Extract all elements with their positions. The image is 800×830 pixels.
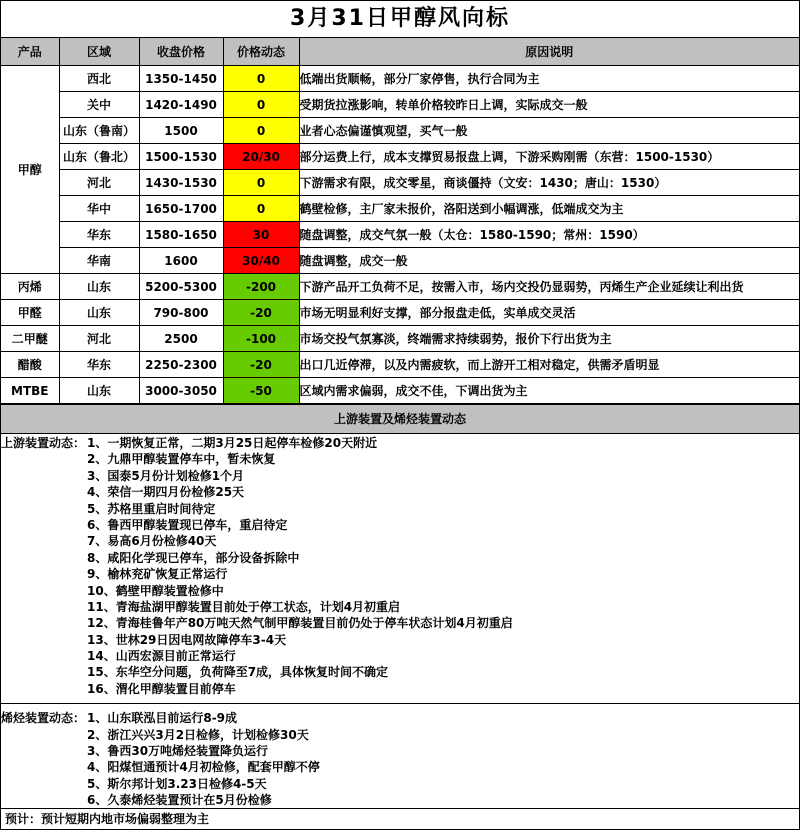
- list-item: [1, 468, 799, 484]
- forecast: 预计：预计短期内地市场偏弱整理为主: [1, 808, 799, 829]
- indent: [1, 664, 87, 680]
- table-row: [1, 144, 799, 170]
- price-cell: 1600: [139, 248, 223, 274]
- change-cell: 30/40: [223, 248, 299, 274]
- upstream-label: 上游装置动态：: [1, 436, 86, 450]
- upstream-item: 7、易高6月份检修40天: [87, 534, 217, 549]
- indent: [1, 632, 87, 648]
- price-cell: 2500: [139, 326, 223, 352]
- upstream-item: 13、世林29日因电网故障停车3-4天: [87, 632, 287, 647]
- indent: [1, 501, 87, 517]
- olefin-block: [1, 703, 799, 808]
- region-cell: 山东: [59, 378, 139, 404]
- upstream-item: 6、鲁西甲醇装置现已停车，重启待定: [87, 517, 288, 532]
- indent: [1, 648, 87, 664]
- region-cell: 山东: [59, 300, 139, 326]
- table-row: [1, 66, 799, 92]
- change-cell: -20: [223, 300, 299, 326]
- price-cell: 1420-1490: [139, 92, 223, 118]
- upstream-item: 2、九鼎甲醇装置停车中，暂未恢复: [87, 452, 276, 467]
- region-cell: 华中: [59, 196, 139, 222]
- olefin-item: 2、浙江兴兴3月2日检修，计划检修30天: [87, 727, 309, 742]
- list-item: [1, 664, 799, 680]
- table-row: [1, 196, 799, 222]
- list-item: [1, 583, 799, 599]
- table-row: [1, 118, 799, 144]
- list-item: [1, 710, 799, 726]
- region-cell: 华东: [59, 352, 139, 378]
- price-cell: 1500-1530: [139, 144, 223, 170]
- price-table: [1, 38, 799, 404]
- change-cell: 20/30: [223, 144, 299, 170]
- olefin-item: 5、斯尔邦计划3.23日检修4-5天: [87, 776, 267, 791]
- product-cell: 丙烯: [1, 274, 59, 300]
- upstream-item: 15、东华空分问题，负荷降至7成，具体恢复时间不确定: [87, 665, 389, 680]
- indent: [1, 776, 87, 792]
- indent: [1, 583, 87, 599]
- olefin-item: 1、山东联泓目前运行8-9成: [87, 711, 238, 726]
- change-cell: 30: [223, 222, 299, 248]
- upstream-item: 12、青海桂鲁年产80万吨天然气制甲醇装置目前仍处于停车状态计划4月初重启: [87, 616, 513, 631]
- list-item: [1, 501, 799, 517]
- table-row: [1, 248, 799, 274]
- page-title: 3月31日甲醇风向标: [1, 1, 799, 38]
- upstream-item: 11、青海盐湖甲醇装置目前处于停工状态，计划4月初重启: [87, 599, 401, 614]
- table-row: [1, 274, 799, 300]
- product-cell: MTBE: [1, 378, 59, 404]
- olefin-label: 烯烃装置动态：: [1, 711, 86, 726]
- table-row: [1, 352, 799, 378]
- list-item: [1, 632, 799, 648]
- product-cell: 甲醇: [1, 66, 59, 274]
- list-item: [1, 743, 799, 759]
- reason-cell: 区域内需求偏弱，成交不佳，下调出货为主: [299, 378, 799, 404]
- indent: [1, 468, 87, 484]
- reason-cell: 市场交投气氛寡淡，终端需求持续弱势，报价下行出货为主: [299, 326, 799, 352]
- list-item: [1, 759, 799, 775]
- list-item: [1, 615, 799, 631]
- indent: [1, 517, 87, 533]
- product-cell: 醋酸: [1, 352, 59, 378]
- list-item: [1, 550, 799, 566]
- header-product: 产品: [1, 38, 59, 66]
- reason-cell: 鹤壁检修，主厂家未报价，洛阳送到小幅调涨，低端成交为主: [299, 196, 799, 222]
- price-cell: 1580-1650: [139, 222, 223, 248]
- upstream-item: 8、咸阳化学现已停车，部分设备拆除中: [87, 550, 300, 565]
- region-cell: 华东: [59, 222, 139, 248]
- region-cell: 山东: [59, 274, 139, 300]
- indent: [1, 615, 87, 631]
- header-reason: 原因说明: [299, 38, 799, 66]
- indent: [1, 727, 87, 743]
- list-item: [1, 681, 799, 697]
- change-cell: -200: [223, 274, 299, 300]
- price-cell: 3000-3050: [139, 378, 223, 404]
- indent: [1, 743, 87, 759]
- price-cell: 790-800: [139, 300, 223, 326]
- change-cell: -50: [223, 378, 299, 404]
- reason-cell: 下游需求有限，成交零星，商谈僵持（文安：1430；唐山：1530）: [299, 170, 799, 196]
- upstream-item: 9、榆林兖矿恢复正常运行: [87, 567, 228, 582]
- price-cell: 1500: [139, 118, 223, 144]
- section-title: 上游装置及烯烃装置动态: [1, 404, 799, 434]
- header-row: [1, 38, 799, 66]
- table-row: [1, 326, 799, 352]
- change-cell: -20: [223, 352, 299, 378]
- list-item: [1, 533, 799, 549]
- indent: [1, 484, 87, 500]
- region-cell: 西北: [59, 66, 139, 92]
- olefin-item: 4、阳煤恒通预计4月初检修，配套甲醇不停: [87, 760, 320, 775]
- list-item: [1, 727, 799, 743]
- change-cell: 0: [223, 92, 299, 118]
- list-item: [1, 451, 799, 467]
- change-cell: 0: [223, 170, 299, 196]
- list-item: [1, 599, 799, 615]
- reason-cell: 随盘调整，成交气氛一般（太仓：1580-1590；常州：1590）: [299, 222, 799, 248]
- upstream-item: 4、荣信一期四月份检修25天: [87, 485, 245, 500]
- price-cell: 5200-5300: [139, 274, 223, 300]
- indent: [1, 681, 87, 697]
- table-row: [1, 300, 799, 326]
- list-item: [1, 435, 799, 451]
- header-change: 价格动态: [223, 38, 299, 66]
- reason-cell: 市场无明显利好支撑，部分报盘走低，实单成交灵活: [299, 300, 799, 326]
- reason-cell: 部分运费上行，成本支撑贸易报盘上调，下游采购刚需（东营：1500-1530）: [299, 144, 799, 170]
- table-row: [1, 378, 799, 404]
- table-row: [1, 170, 799, 196]
- region-cell: 山东（鲁北）: [59, 144, 139, 170]
- upstream-item: 3、国泰5月份计划检修1个月: [87, 468, 245, 483]
- list-item: [1, 517, 799, 533]
- region-cell: 河北: [59, 326, 139, 352]
- reason-cell: 低端出货顺畅，部分厂家停售，执行合同为主: [299, 66, 799, 92]
- list-item: [1, 792, 799, 808]
- list-item: [1, 484, 799, 500]
- change-cell: 0: [223, 66, 299, 92]
- indent: [1, 550, 87, 566]
- indent: [1, 533, 87, 549]
- price-cell: 1350-1450: [139, 66, 223, 92]
- header-region: 区域: [59, 38, 139, 66]
- upstream-item: 5、苏格里重启时间待定: [87, 501, 216, 516]
- product-cell: 甲醛: [1, 300, 59, 326]
- upstream-item: 14、山西宏源目前正常运行: [87, 649, 236, 664]
- upstream-item: 10、鹤壁甲醇装置检修中: [87, 583, 224, 598]
- reason-cell: 下游产品开工负荷不足，按需入市，场内交投仍显弱势，丙烯生产企业延续让利出货: [299, 274, 799, 300]
- indent: [1, 599, 87, 615]
- indent: [1, 451, 87, 467]
- olefin-item: 6、久泰烯烃装置预计在5月份检修: [87, 793, 272, 808]
- region-cell: 山东（鲁南）: [59, 118, 139, 144]
- price-cell: 2250-2300: [139, 352, 223, 378]
- olefin-item: 3、鲁西30万吨烯烃装置降负运行: [87, 744, 269, 759]
- reason-cell: 随盘调整，成交一般: [299, 248, 799, 274]
- table-row: [1, 92, 799, 118]
- change-cell: 0: [223, 196, 299, 222]
- change-cell: 0: [223, 118, 299, 144]
- region-cell: 关中: [59, 92, 139, 118]
- upstream-item: 1、一期恢复正常，二期3月25日起停车检修20天附近: [87, 436, 378, 450]
- indent: [1, 792, 87, 808]
- table-row: [1, 222, 799, 248]
- reason-cell: 业者心态偏谨慎观望，买气一般: [299, 118, 799, 144]
- list-item: [1, 566, 799, 582]
- list-item: [1, 776, 799, 792]
- list-item: [1, 648, 799, 664]
- upstream-block: [1, 434, 799, 697]
- indent: [1, 566, 87, 582]
- indent: [1, 759, 87, 775]
- price-cell: 1430-1530: [139, 170, 223, 196]
- region-cell: 华南: [59, 248, 139, 274]
- header-price: 收盘价格: [139, 38, 223, 66]
- product-cell: 二甲醚: [1, 326, 59, 352]
- reason-cell: 出口几近停滞，以及内需疲软，而上游开工相对稳定，供需矛盾明显: [299, 352, 799, 378]
- change-cell: -100: [223, 326, 299, 352]
- price-cell: 1650-1700: [139, 196, 223, 222]
- region-cell: 河北: [59, 170, 139, 196]
- reason-cell: 受期货拉涨影响，转单价格较昨日上调，实际成交一般: [299, 92, 799, 118]
- upstream-item: 16、渭化甲醇装置目前停车: [87, 681, 236, 696]
